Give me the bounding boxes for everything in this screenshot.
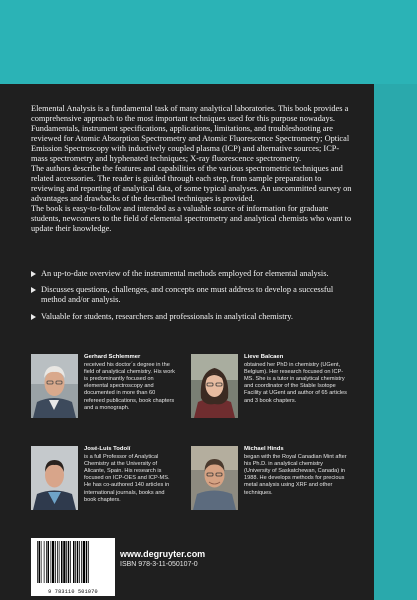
author-bio-text: began with the Royal Canadian Mint after his Ph.D. in analytical chemistry (University of Saskatchewan, Canada) in 1988. He develops methods for precious metal analysis using XRF and other techniques. [244, 454, 347, 496]
book-description [31, 104, 356, 234]
barcode-bar [83, 541, 85, 583]
barcode-bar [73, 541, 75, 583]
teal-top-band [0, 0, 417, 84]
barcode-bar [86, 541, 88, 583]
author-bio-text: is a full Professor of Analytical Chemistry at the University of Alicante, Spain. His research is focused on ICP-OES and ICP-MS. He has co-authored 140 articles in international journals, books and book chapters. [84, 454, 170, 503]
description-paragraph-3: The book is easy-to-follow and intended as a valuable source of information for graduate students, newcomers to the field of elemental spectrometry and analytical chemists who want to update their knowledge. [31, 204, 352, 233]
barcode-bar [37, 541, 38, 583]
barcode-bar [68, 541, 70, 583]
bullet-triangle-icon [31, 287, 36, 293]
barcode-bar [81, 541, 82, 583]
description-paragraph-2: The authors describe the features and capabilities of the various spectrometric techniques and related accessories. The reader is guided through each step, from sample preparation to reviewing and reporting of analytical data, of some typical analyses. An uncommitted survey on advantages and drawbacks of the described techniques is provided. [31, 164, 352, 203]
author-bio-text: received his doctor´s degree in the field of analytical chemistry. His work is predominantly focused on elemental spectroscopy and documented in more than 60 refereed publications, book chapters and a monograph. [84, 362, 175, 411]
barcode-bars [31, 538, 115, 586]
author-name: Gerhard Schlemmer [84, 354, 141, 360]
barcode-bar [79, 541, 80, 583]
isbn-barcode [31, 538, 115, 596]
author-name: José-Luis Todolí [84, 446, 131, 452]
barcode-bar [66, 541, 67, 583]
teal-side-shade [374, 84, 417, 600]
author-bio-hinds [244, 446, 350, 497]
barcode-bar [41, 541, 42, 583]
barcode-digits: 9 783110 501070 [48, 589, 98, 595]
barcode-bar [39, 541, 41, 583]
barcode-bar [51, 541, 52, 583]
bullet-item [31, 269, 351, 279]
bullet-text: Valuable for students, researchers and professionals in analytical chemistry. [41, 311, 294, 321]
author-photo-todoli [31, 446, 78, 510]
author-name: Lieve Balcaen [244, 354, 284, 360]
author-bio-schlemmer [84, 354, 176, 412]
bullet-item [31, 285, 351, 305]
author-photo-balcaen [191, 354, 238, 418]
isbn-number: ISBN 978-3-11-050107-0 [120, 561, 198, 568]
author-bio-balcaen [244, 354, 350, 405]
bullet-text: Discusses questions, challenges, and concepts one must address to develop a successful method and/or analysis. [41, 285, 334, 305]
author-bio-text: obtained her PhD in chemistry (UGent, Belgium). Her research focused on ICP-MS. She is a tutor in analytical chemistry and coordinator of the Stable Isotope Facility at UGent and author of 65 articles and 3 book chapters. [244, 362, 347, 404]
description-paragraph-1: Elemental Analysis is a fundamental task of many analytical laboratories. This book provides a comprehensive approach to the most important techniques used for this purpose nowadays. Fundamentals, instrument specifications, applications, limitations, and troubleshooting are reviewed for Atomic Absorption Spectrometry and Atomic Fluorescence Spectrometry; Optical Emission Spectroscopy with inductively coupled plasma (ICP) and alternative sources; ICP- mass spectrometry and hyphenated techniques; X-ray fluorescence spectrometry. [31, 104, 350, 163]
bullet-text: An up-to-date overview of the instrumental methods employed for elemental analysis. [41, 269, 329, 278]
barcode-bar [59, 541, 60, 583]
bullet-triangle-icon [31, 314, 36, 320]
publisher-website: www.degruyter.com [120, 549, 206, 559]
barcode-bar [52, 541, 54, 583]
author-photo-schlemmer [31, 354, 78, 418]
barcode-bar [44, 541, 45, 583]
barcode-bar [77, 541, 79, 583]
bullet-item [31, 312, 351, 322]
barcode-bar [61, 541, 63, 583]
barcode-bar [48, 541, 50, 583]
author-bio-todoli [84, 446, 176, 504]
feature-bullet-list [31, 269, 351, 328]
barcode-bar [46, 541, 47, 583]
teal-side-strip [374, 0, 417, 600]
barcode-bar [55, 541, 56, 583]
author-photo-hinds [191, 446, 238, 510]
barcode-bar [88, 541, 89, 583]
barcode-bar [57, 541, 58, 583]
barcode-bar [70, 541, 71, 583]
bullet-triangle-icon [31, 271, 36, 277]
barcode-bar [63, 541, 65, 583]
author-name: Michael Hinds [244, 446, 284, 452]
barcode-bar [75, 541, 76, 583]
